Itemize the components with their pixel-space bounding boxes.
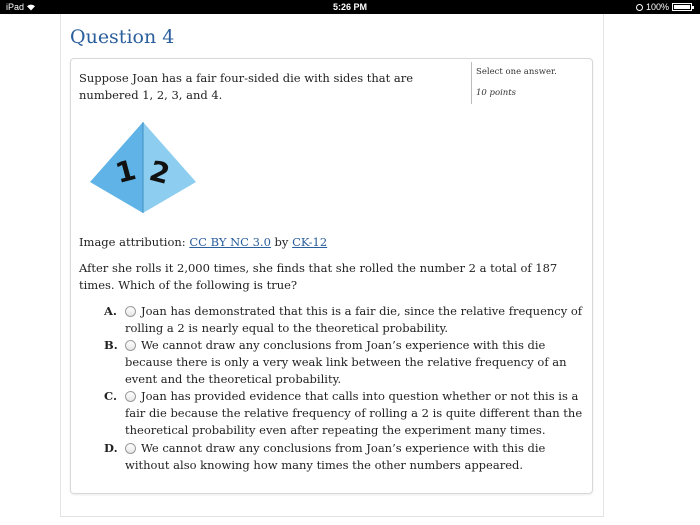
answer-option-b[interactable] (104, 337, 588, 388)
answer-instruction: Select one answer. (476, 67, 557, 77)
tetrahedral-die-image (88, 120, 198, 215)
status-bar (0, 0, 700, 14)
question-meta (471, 62, 557, 104)
rotation-lock-icon (636, 4, 643, 11)
option-text: We cannot draw any conclusions from Joan’s experience with this die because there is only a very weak link between the relative frequency of an event and the theoretical probability. (125, 338, 567, 386)
radio-button-d[interactable] (125, 443, 136, 454)
option-text: We cannot draw any conclusions from Joan’s experience with this die without also knowing how many times the other numbers appeared. (125, 441, 546, 472)
source-link[interactable]: CK-12 (292, 235, 328, 249)
device-name: iPad (6, 2, 25, 12)
option-letter: B. (104, 338, 118, 352)
option-text: Joan has provided evidence that calls into question whether or not this is a fair die because the relative frequency of rolling a 2 is quite different than the theoretical probability even after repeating the experiment many times. (125, 389, 583, 437)
radio-button-b[interactable] (125, 340, 136, 351)
option-letter: A. (104, 304, 117, 318)
question-title: Question 4 (70, 26, 175, 48)
radio-button-a[interactable] (125, 306, 136, 317)
answer-option-d[interactable] (104, 440, 588, 474)
question-stem: Suppose Joan has a fair four-sided die with sides that are numbered 1, 2, 3, and 4. (79, 71, 414, 102)
answer-option-c[interactable] (104, 388, 588, 439)
die-face-number-1: 1 (112, 153, 140, 190)
points-label: 10 points (476, 88, 517, 98)
attribution-by: by (270, 235, 293, 249)
status-right (636, 0, 692, 14)
image-attribution (79, 234, 327, 251)
option-letter: D. (104, 441, 118, 455)
option-letter: C. (104, 389, 117, 403)
license-link[interactable]: CC BY NC 3.0 (189, 235, 271, 249)
option-text: Joan has demonstrated that this is a fair die, since the relative frequency of rolling a 2 is nearly equal to the theoretical probability. (125, 304, 583, 335)
answer-option-a[interactable] (104, 303, 588, 337)
attribution-prefix: Image attribution: (79, 235, 190, 249)
question-prompt: After she rolls it 2,000 times, she finds that she rolled the number 2 a total of 187 times. Which of the following is true? (79, 261, 558, 292)
battery-icon (672, 3, 692, 11)
radio-button-c[interactable] (125, 391, 136, 402)
battery-percent: 100% (645, 2, 669, 12)
clock: 5:26 PM (332, 2, 367, 12)
die-face-number-2: 2 (145, 153, 174, 191)
